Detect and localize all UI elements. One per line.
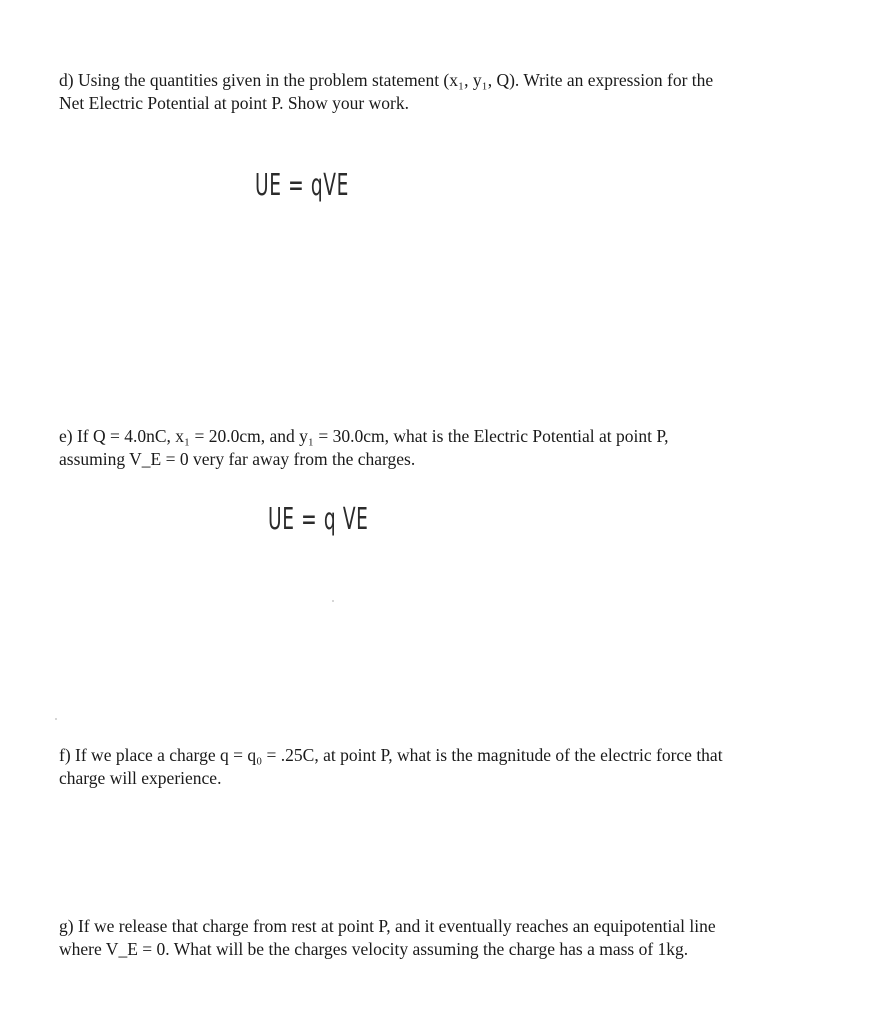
handwritten-answer-d-text: UE = qVE (255, 168, 350, 203)
handwritten-answer-e (268, 502, 430, 537)
scan-speck (332, 600, 334, 602)
question-f-line-1: f) If we place a charge q = q₀ = .25C, at point P, what is the magnitude of the electric force that (59, 745, 723, 765)
question-e-line-1: e) If Q = 4.0nC, x₁ = 20.0cm, and y₁ = 30.0cm, what is the Electric Potential at point P, (59, 426, 669, 446)
question-d (59, 69, 829, 115)
question-g-line-2: where V_E = 0. What will be the charges velocity assuming the charge has a mass of 1kg. (59, 939, 689, 959)
question-g (59, 915, 829, 961)
question-f-line-2: charge will experience. (59, 768, 222, 788)
question-e (59, 425, 829, 471)
scan-speck (55, 718, 57, 720)
question-d-line-1: d) Using the quantities given in the problem statement (x₁, y₁, Q). Write an expression for the (59, 70, 714, 90)
handwritten-answer-d (255, 168, 407, 203)
question-e-line-2: assuming V_E = 0 very far away from the charges. (59, 449, 416, 469)
question-g-line-1: g) If we release that charge from rest at point P, and it eventually reaches an equipotential line (59, 916, 716, 936)
question-f (59, 744, 829, 790)
question-d-line-2: Net Electric Potential at point P. Show your work. (59, 93, 409, 113)
handwritten-answer-e-text: UE = q VE (268, 502, 369, 537)
